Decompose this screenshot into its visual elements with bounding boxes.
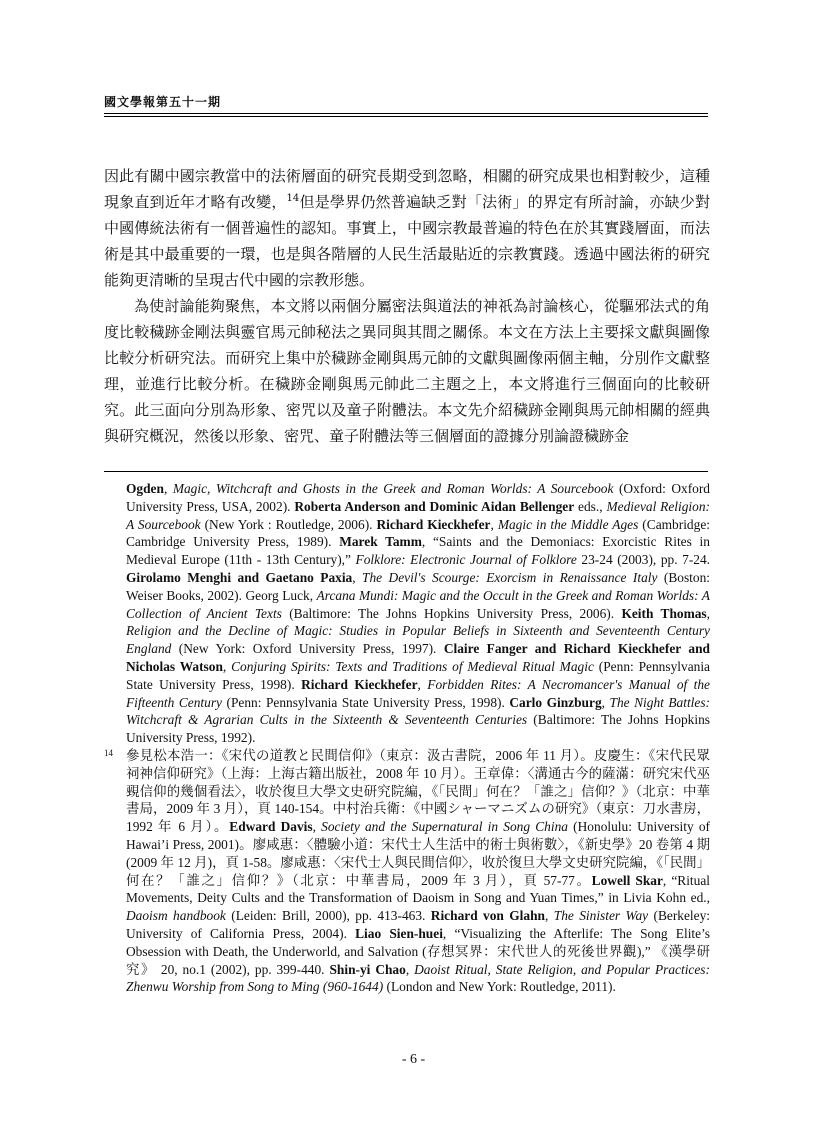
fn-text: (Cambridge: Cambridge University Press, 1989). <box>126 516 710 550</box>
fn-title: Magic in the Middle Ages <box>497 516 639 532</box>
footnote-14 <box>104 747 710 996</box>
paragraph-1 <box>104 163 710 293</box>
paragraph-1-part-b: 但是學界仍然普遍缺乏對「法術」的界定有所討論，亦缺少對中國傳統法術有一個普遍性的認知。事實上，中國宗教最普遍的特色在於其實踐層面，而法術是其中最重要的一環，也是與各階層的人民生活最貼近的宗教實踐。透過中國法術的研究能夠更清晰的呈現古代中國的宗教形態。 <box>104 193 710 289</box>
fn-text: eds., <box>574 498 607 514</box>
fn-text: , <box>222 658 232 674</box>
fn-title: Daoism handbook <box>126 908 226 924</box>
fn-text: (New York: Oxford University Press, 1997). <box>171 641 444 657</box>
fn-title: Conjuring Spirits: Texts and Traditions of Medieval Ritual Magic <box>231 658 594 674</box>
fn-title: Folklore: Electronic Journal of Folklore <box>355 552 577 568</box>
fn-text: (Penn: Pennsylvania State University Press, 1998). <box>221 694 510 710</box>
fn-author: Richard von Glahn <box>430 908 545 924</box>
fn-text: , <box>490 516 498 532</box>
header-rule <box>104 113 708 114</box>
fn-text: (Penn: Pennsylvania State University Press, 1998). <box>126 658 711 692</box>
footnotes <box>104 480 710 996</box>
fn-title: Daoist Ritual, State Religion, and Popular Practices: Zhenwu Worship from Song to Ming (960-1644) <box>126 961 710 995</box>
fn-text: , <box>417 676 428 692</box>
fn-author: Marek Tamm <box>339 534 422 550</box>
fn-author: Keith Thomas <box>621 605 707 621</box>
fn-author: Edward Davis <box>229 819 313 835</box>
fn-title: Society and the Supernatural in Song China <box>321 819 568 835</box>
fn-text: , <box>601 694 610 710</box>
fn-author: Claire Fanger and Richard Kieckhefer and Nicholas Watson <box>126 641 710 674</box>
fn-text: (Boston: Weiser Books, 2002). Georg Luck, <box>126 569 710 603</box>
fn-text: , <box>706 605 711 621</box>
fn-author: Shin-yi Chao <box>329 961 406 977</box>
fn-title: The Night Battles: Witchcraft & Agrarian Cults in the Sixteenth & Seventeenth Centuries <box>126 694 711 728</box>
fn-text: (New York : Routledge, 2006). <box>200 516 377 532</box>
fn-author: Liao Sien-huei <box>355 925 443 941</box>
fn-author: Girolamo Menghi and Gaetano Paxia <box>126 569 353 585</box>
main-text <box>104 163 710 449</box>
fn-text: , “Saints and the Demoniacs: Exorcistic Rites in Medieval Europe (11th - 13th Century),” <box>126 534 710 568</box>
fn-author: Roberta Anderson and Dominic Aidan Bellenger <box>294 498 575 514</box>
fn-text: , “Ritual Movements, Deity Cults and the Transformation of Daoism in Song and Yuan Times,” in Livia Kohn ed., <box>126 872 710 906</box>
paragraph-2: 為使討論能夠聚焦，本文將以兩個分屬密法與道法的神祇為討論核心，從驅邪法式的角度比較穢跡金剛法與靈官馬元帥秘法之異同與其間之關係。本文在方法上主要採文獻與圖像比較分析研究法。而研究上集中於穢跡金剛與馬元帥的文獻與圖像兩個主軸，分別作文獻整理，並進行比較分析。在穢跡金剛與馬元帥此二主題之上，本文將進行三個面向的比較研究。此三面向分別為形象、密咒以及童子附體法。本文先介紹穢跡金剛與馬元帥相關的經典與研究概況，然後以形象、密咒、童子附體法等三個層面的證據分別論證穢跡金 <box>104 297 710 445</box>
fn-text: , <box>545 908 554 924</box>
fn-author: Richard Kieckhefer <box>301 676 418 692</box>
fn-title: Religion and the Decline of Magic: Studies in Popular Beliefs in Sixteenth and Seventeenth Century England <box>126 623 710 657</box>
fn-author: Ogden <box>126 481 164 496</box>
paragraph-1-part-a: 因此有關中國宗教當中的法術層面的研究長期受到忽略，相關的研究成果也相對較少，這種現象直到近年才略有改變， <box>104 167 710 211</box>
footnote-13-continued <box>104 480 710 747</box>
fn-title: Magic, Witchcraft and Ghosts in the Greek and Roman Worlds: A Sourcebook <box>172 481 614 496</box>
fn-text: 23-24 (2003), pp. 7-24. <box>576 552 711 568</box>
fn-title: Forbidden Rites: A Necromancer's Manual of the Fifteenth Century <box>126 676 710 710</box>
fn-text: (Berkeley: University of California Press, 2004). <box>126 908 711 941</box>
fn-author: Lowell Skar <box>591 872 663 888</box>
fn-title: The Sinister Way <box>553 908 649 924</box>
fn-text: , “Visualizing the Afterlife: The Song Elite’s Obsession with Death, the Underworld, and Salvation (存想冥界：宋代世人的死後世界觀),” 《漢學研究》 20, no.1 (2002), pp. 399-440. <box>126 925 711 977</box>
fn-text: , <box>352 569 363 585</box>
fn-title: Arcana Mundi: Magic and the Occult in the Greek and Roman Worlds: A Collection of Ancient Texts <box>126 587 710 621</box>
fn-text: , <box>312 819 322 835</box>
fn-text: , <box>405 961 415 977</box>
footnote-ref-14[interactable]: 14 <box>286 193 300 204</box>
fn-text: (Leiden: Brill, 2000), pp. 413-463. <box>225 908 431 924</box>
footnote-number: 14 <box>104 747 113 758</box>
fn-text: (London and New York: Routledge, 2011). <box>383 979 616 995</box>
fn-title: The Devil's Scourge: Exorcism in Renaissance Italy <box>362 569 658 585</box>
header-rule-double <box>104 116 708 117</box>
fn-author: Carlo Ginzburg <box>509 694 602 710</box>
fn-text: (Baltimore: The Johns Hopkins University Press, 1992). <box>126 712 711 746</box>
fn-text: (Baltimore: The Johns Hopkins University Press, 2006). <box>281 605 622 621</box>
fn-text: , <box>163 481 173 496</box>
fn-author: Richard Kieckhefer <box>376 516 491 532</box>
fn-text: (Oxford: Oxford University Press, USA, 2002). <box>126 481 711 514</box>
running-header: 國文學報第五十一期 <box>104 95 222 109</box>
fn-title: Medieval Religion: A Sourcebook <box>126 498 711 532</box>
fn-text: (Honolulu: University of Hawai’i Press, 2001)。廖咸惠：〈體驗小道：宋代士人生活中的術士與術數〉，《新史學》20 卷第 4 期(2009 年 12 月)，頁 1-58。廖咸惠：〈宋代士人與民間信仰〉，收於復旦大學文史研究院編，《「民間」何在？「誰之」信仰？》（北京：中華書局，2009 年 3 月），頁 57-77。 <box>126 819 710 888</box>
fn-text: 參見松本浩一：《宋代の道教と民間信仰》（東京：汲古書院，2006 年 11 月）。皮慶生：《宋代民眾祠神信仰研究》（上海：上海古籍出版社，2008 年 10 月）。王章偉：〈溝通古今的薩滿：研究宋代巫覡信仰的幾個看法〉，收於復旦大學文史研究院編，《「民間」何在？「誰之」信仰？》（北京：中華書局，2009 年 3 月），頁 140-154。中村治兵衛：《中國シャーマニズムの研究》（東京：刀水書房，1992 年 6 月）。 <box>126 747 710 835</box>
footnote-separator <box>104 471 708 472</box>
page-number: - 6 - <box>401 1052 426 1067</box>
